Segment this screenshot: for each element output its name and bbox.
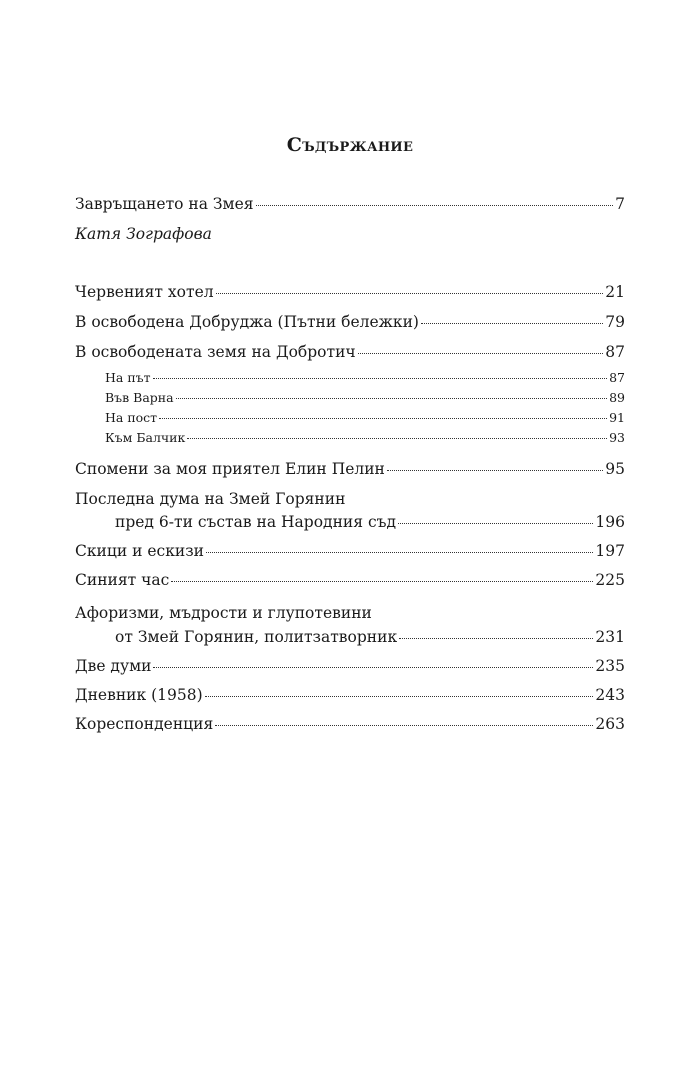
toc-entry-title: На път — [105, 370, 151, 385]
toc-leader-dots — [256, 205, 614, 206]
toc-entry-title: В освободената земя на Добротич — [75, 343, 356, 361]
toc-entry-page: 87 — [609, 370, 625, 385]
toc-entry-12-title[interactable]: Афоризми, мъдрости и глупотевини — [75, 604, 372, 622]
toc-entry-page: 243 — [595, 686, 625, 704]
toc-entry-11[interactable] — [75, 570, 625, 590]
toc-entry-title: Синият час — [75, 571, 170, 589]
toc-leader-dots — [205, 696, 594, 697]
toc-entry-title: Червеният хотел — [75, 283, 214, 301]
toc-entry-8[interactable] — [75, 459, 625, 479]
toc-entry-page: 196 — [595, 513, 625, 531]
toc-leader-dots — [399, 638, 593, 639]
toc-leader-dots — [176, 398, 608, 399]
toc-leader-dots — [159, 418, 607, 419]
toc-entry-page: 95 — [605, 460, 625, 478]
toc-leader-dots — [215, 725, 593, 726]
toc-leader-dots — [387, 470, 603, 471]
toc-entry-title: Във Варна — [105, 390, 174, 405]
toc-entry-page: 225 — [595, 571, 625, 589]
toc-entry-page: 87 — [605, 343, 625, 361]
toc-entry-3[interactable] — [75, 342, 625, 362]
toc-entry-title: Две думи — [75, 657, 152, 675]
toc-leader-dots — [398, 523, 593, 524]
toc-entry-page: 197 — [595, 542, 625, 560]
toc-leader-dots — [153, 667, 593, 668]
toc-leader-dots — [187, 438, 607, 439]
toc-entry-page: 21 — [605, 283, 625, 301]
toc-leader-dots — [206, 552, 593, 553]
toc-subentry-5[interactable] — [105, 390, 625, 406]
toc-entry-title-continued: от Змей Горянин, политзатворник — [115, 628, 398, 646]
toc-entry-title: Спомени за моя приятел Елин Пелин — [75, 460, 385, 478]
toc-entry-9[interactable] — [115, 512, 625, 532]
toc-subentry-6[interactable] — [105, 410, 625, 426]
toc-entry-12[interactable] — [115, 627, 625, 647]
toc-entry-page: 91 — [609, 410, 625, 425]
toc-entry-title: Завръщането на Змея — [75, 195, 254, 213]
toc-entry-title: В освободена Добруджа (Пътни бележки) — [75, 313, 419, 331]
toc-entry-0[interactable] — [75, 194, 625, 214]
toc-entry-page: 235 — [595, 657, 625, 675]
toc-subentry-4[interactable] — [105, 370, 625, 386]
toc-entry-1[interactable] — [75, 282, 625, 302]
toc-entry-page: 7 — [615, 195, 625, 213]
toc-leader-dots — [171, 581, 593, 582]
toc-entry-title: Кореспонденция — [75, 715, 214, 733]
toc-entry-13[interactable] — [75, 656, 625, 676]
toc-entry-title: Скици и ескизи — [75, 542, 205, 560]
page-title: Съдържание — [286, 134, 414, 156]
toc-entry-page: 231 — [595, 628, 625, 646]
toc-leader-dots — [358, 353, 604, 354]
toc-leader-dots — [153, 378, 608, 379]
toc-entry-2[interactable] — [75, 312, 625, 332]
toc-entry-title: Дневник (1958) — [75, 686, 203, 704]
toc-entry-9-title[interactable]: Последна дума на Змей Горянин — [75, 490, 346, 508]
toc-leader-dots — [216, 293, 604, 294]
toc-entry-10[interactable] — [75, 541, 625, 561]
toc-entry-page: 79 — [605, 313, 625, 331]
toc-entry-title: Към Балчик — [105, 430, 186, 445]
toc-entry-page: 93 — [609, 430, 625, 445]
toc-entry-page: 263 — [595, 715, 625, 733]
toc-subentry-7[interactable] — [105, 430, 625, 446]
toc-entry-title: На пост — [105, 410, 158, 425]
toc-author: Катя Зографова — [75, 225, 212, 243]
toc-entry-title-continued: пред 6-ти състав на Народния съд — [115, 513, 397, 531]
toc-entry-15[interactable] — [75, 714, 625, 734]
toc-leader-dots — [421, 323, 603, 324]
toc-entry-page: 89 — [609, 390, 625, 405]
toc-entry-14[interactable] — [75, 685, 625, 705]
